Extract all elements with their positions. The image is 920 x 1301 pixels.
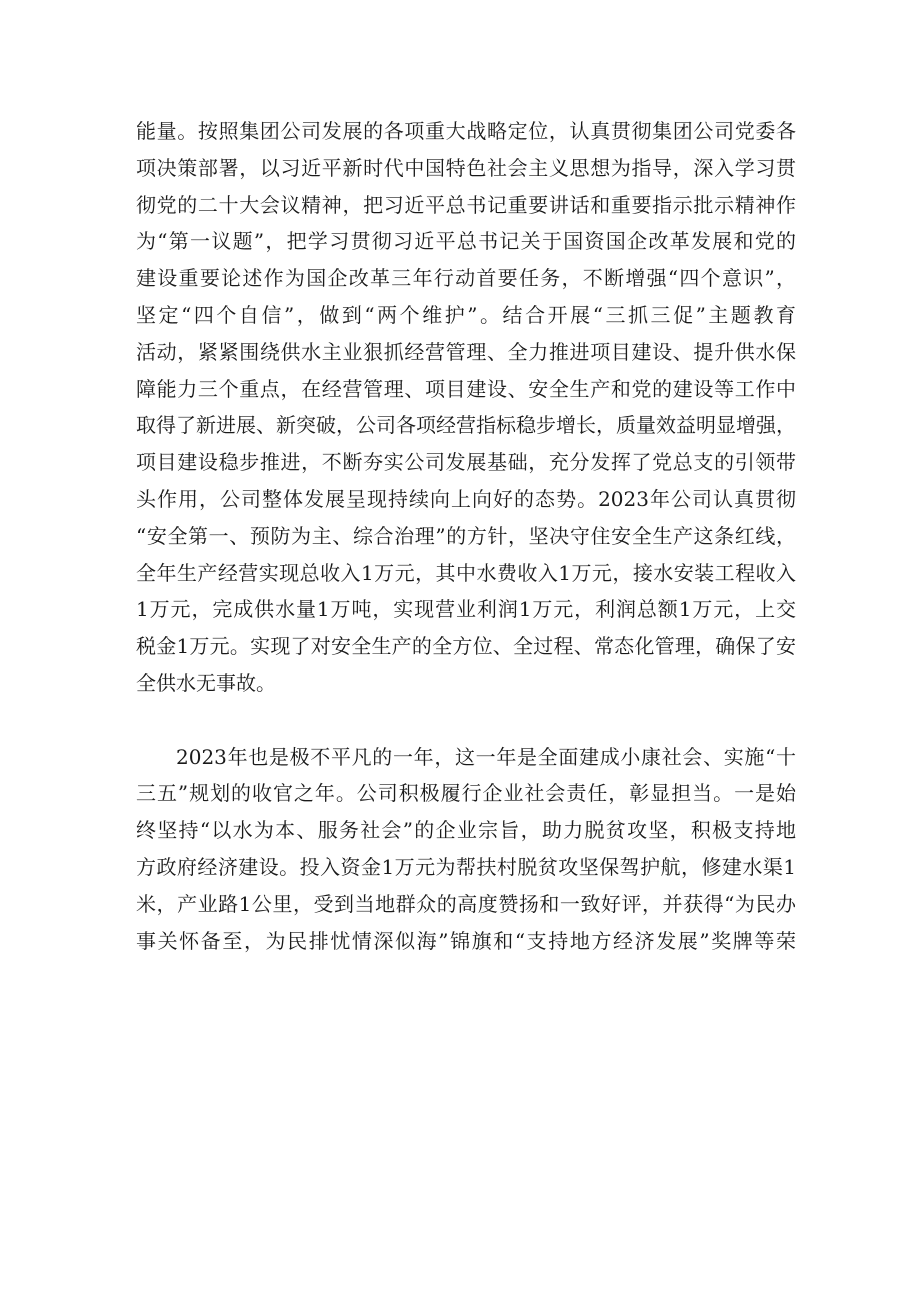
text-line: 2023年也是极不平凡的一年，这一年是全面建成小康社会、实施“十 xyxy=(176,744,796,769)
text-line: 坚定“四个自信”，做到“两个维护”。结合开展“三抓三促”主题教育 xyxy=(136,302,796,327)
text-line: 事关怀备至，为民排忧情深似海”锦旗和“支持地方经济发展”奖牌等荣 xyxy=(136,928,796,953)
paragraph xyxy=(136,739,796,960)
text-line: 活动，紧紧围绕供水主业狠抓经营管理、全力推进项目建设、提升供水保 xyxy=(136,339,796,364)
text-line: 全供水无事故。 xyxy=(136,670,276,695)
text-line: 税金1万元。实现了对安全生产的全方位、全过程、常态化管理，确保了安 xyxy=(136,634,796,659)
text-line: 终坚持“以水为本、服务社会”的企业宗旨，助力脱贫攻坚，积极支持地 xyxy=(136,818,796,843)
text-line: 障能力三个重点，在经营管理、项目建设、安全生产和党的建设等工作中 xyxy=(136,376,796,401)
text-line: “安全第一、预防为主、综合治理”的方针，坚决守住安全生产这条红线， xyxy=(136,523,796,548)
text-line: 项目建设稳步推进，不断夯实公司发展基础，充分发挥了党总支的引领带 xyxy=(136,450,796,475)
text-line: 方政府经济建设。投入资金1万元为帮扶村脱贫攻坚保驾护航，修建水渠1 xyxy=(136,854,796,879)
text-line: 能量。按照集团公司发展的各项重大战略定位，认真贯彻集团公司党委各 xyxy=(136,119,796,143)
text-line: 三五”规划的收官之年。公司积极履行企业社会责任，彰显担当。一是始 xyxy=(136,781,796,806)
text-line: 为“第一议题”，把学习贯彻习近平总书记关于国资国企改革发展和党的 xyxy=(136,229,796,254)
text-line: 头作用，公司整体发展呈现持续向上向好的态势。2023年公司认真贯彻 xyxy=(136,486,796,511)
text-line: 1万元，完成供水量1万吨，实现营业利润1万元，利润总额1万元，上交 xyxy=(136,597,796,622)
text-line: 彻党的二十大会议精神，把习近平总书记重要讲话和重要指示批示精神作 xyxy=(136,192,796,217)
text-line: 全年生产经营实现总收入1万元，其中水费收入1万元，接水安装工程收入 xyxy=(136,560,796,585)
text-line: 取得了新进展、新突破，公司各项经营指标稳步增长，质量效益明显增强， xyxy=(136,413,796,438)
text-line: 建设重要论述作为国企改革三年行动首要任务，不断增强“四个意识”， xyxy=(136,266,796,291)
text-line: 项决策部署，以习近平新时代中国特色社会主义思想为指导，深入学习贯 xyxy=(136,155,796,180)
body-text xyxy=(136,113,796,959)
text-line: 米，产业路1公里，受到当地群众的高度赞扬和一致好评，并获得“为民办 xyxy=(136,891,796,916)
paragraph xyxy=(136,113,796,702)
paragraph-spacer xyxy=(136,702,796,739)
